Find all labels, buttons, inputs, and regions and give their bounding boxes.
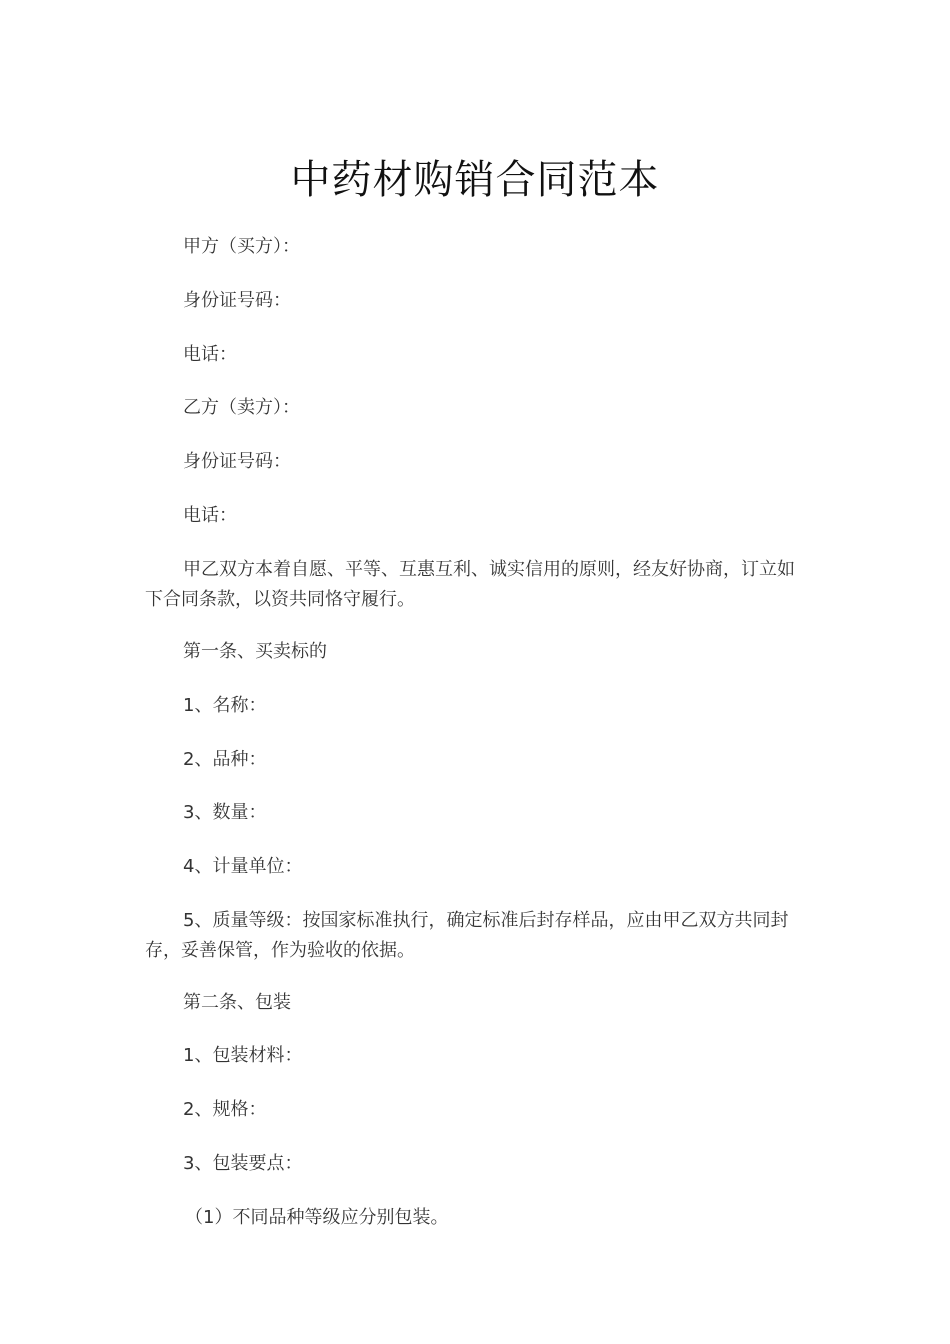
packaging-point-1: （1）不同品种等级应分别包装。: [185, 1207, 449, 1228]
article-2-heading: 第二条、包装: [183, 992, 291, 1013]
packaging-material: 1、包装材料：: [183, 1045, 303, 1066]
item-quantity: 3、数量：: [183, 802, 267, 823]
packaging-spec: 2、规格：: [183, 1099, 267, 1120]
party-a-id-label: 身份证号码：: [183, 290, 291, 311]
preamble-paragraph: 甲乙双方本着自愿、平等、互惠互利、诚实信用的原则，经友好协商，订立如下合同条款，以资共同恪守履行。: [145, 559, 795, 610]
party-b-label: 乙方（卖方）：: [183, 397, 300, 418]
item-unit: 4、计量单位：: [183, 856, 303, 877]
item-variety: 2、品种：: [183, 749, 267, 770]
item-quality-grade: 5、质量等级：按国家标准执行，确定标准后封存样品，应由甲乙双方共同封存，妥善保管，作为验收的依据。: [145, 910, 789, 961]
article-1-heading: 第一条、买卖标的: [183, 641, 327, 662]
party-a-label: 甲方（买方）：: [183, 236, 300, 257]
document-title: 中药材购销合同范本: [290, 157, 660, 203]
party-b-phone-label: 电话：: [183, 505, 237, 526]
party-a-phone-label: 电话：: [183, 344, 237, 365]
packaging-points: 3、包装要点：: [183, 1153, 303, 1174]
item-name: 1、名称：: [183, 695, 267, 716]
party-b-id-label: 身份证号码：: [183, 451, 291, 472]
